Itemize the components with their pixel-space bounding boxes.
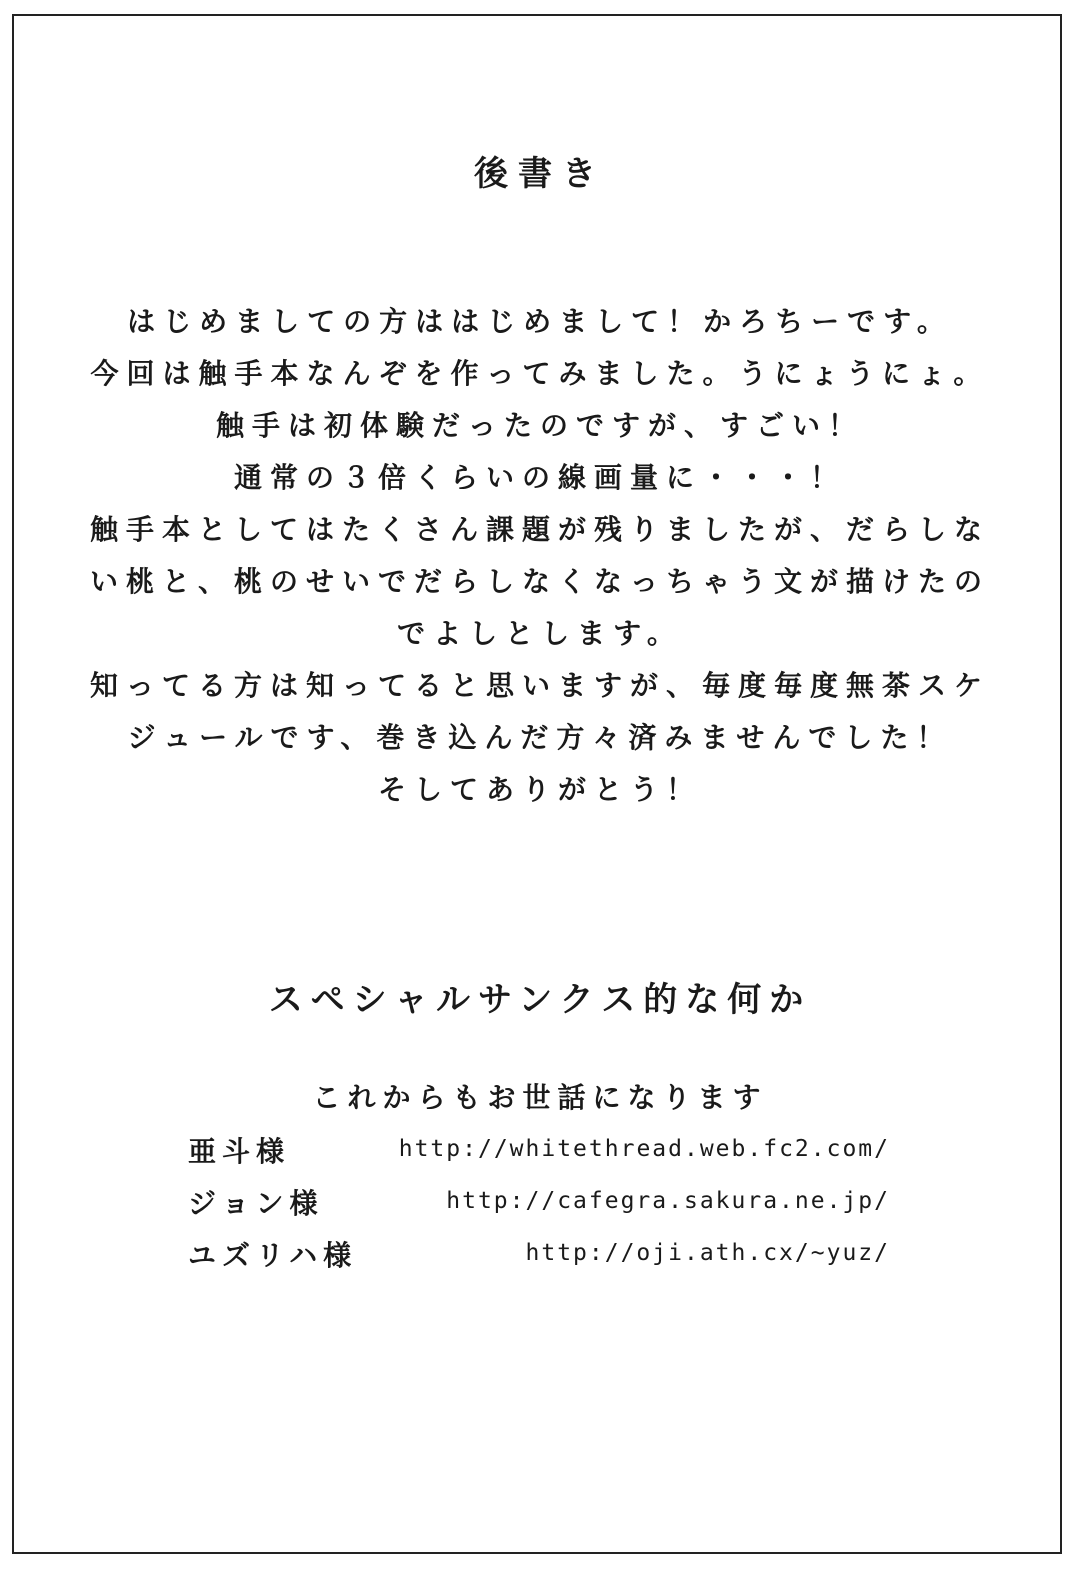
credit-url[interactable]: http://cafegra.sakura.ne.jp/ [446,1188,890,1214]
paragraph-line: でよしとします。 [397,617,683,650]
special-thanks-subheading: これからもお世話になります [312,1081,768,1114]
paragraph-line: 通常の３倍くらいの線画量に・・・！ [233,461,846,494]
paragraph-line: そしてありがとう！ [377,773,702,806]
paragraph-line: ジュールです、巻き込んだ方々済みませんでした！ [127,721,953,754]
credit-url[interactable]: http://whitethread.web.fc2.com/ [398,1136,890,1162]
afterword-paragraph [30,296,1050,816]
credit-name: ジョン様 [188,1187,324,1220]
paragraph-line: 触手は初体験だったのですが、すごい！ [215,409,864,442]
paragraph-line: 触手本としてはたくさん課題が残りましたが、だらしな [89,513,990,546]
page-title: 後書き [474,154,606,194]
paragraph-line: い桃と、桃のせいでだらしなくなっちゃう文が描けたの [89,565,990,598]
credit-url[interactable]: http://oji.ath.cx/~yuz/ [525,1240,890,1266]
paragraph-line: はじめましての方ははじめまして！かろちーです。 [127,305,953,338]
credit-name: 亜斗様 [188,1135,291,1168]
credit-name: ユズリハ様 [188,1239,358,1272]
special-thanks-heading: スペシャルサンクス的な何か [268,980,812,1020]
paragraph-line: 今回は触手本なんぞを作ってみました。うにょうにょ。 [90,357,990,390]
paragraph-line: 知ってる方は知ってると思いますが、毎度毎度無茶スケ [89,669,990,702]
